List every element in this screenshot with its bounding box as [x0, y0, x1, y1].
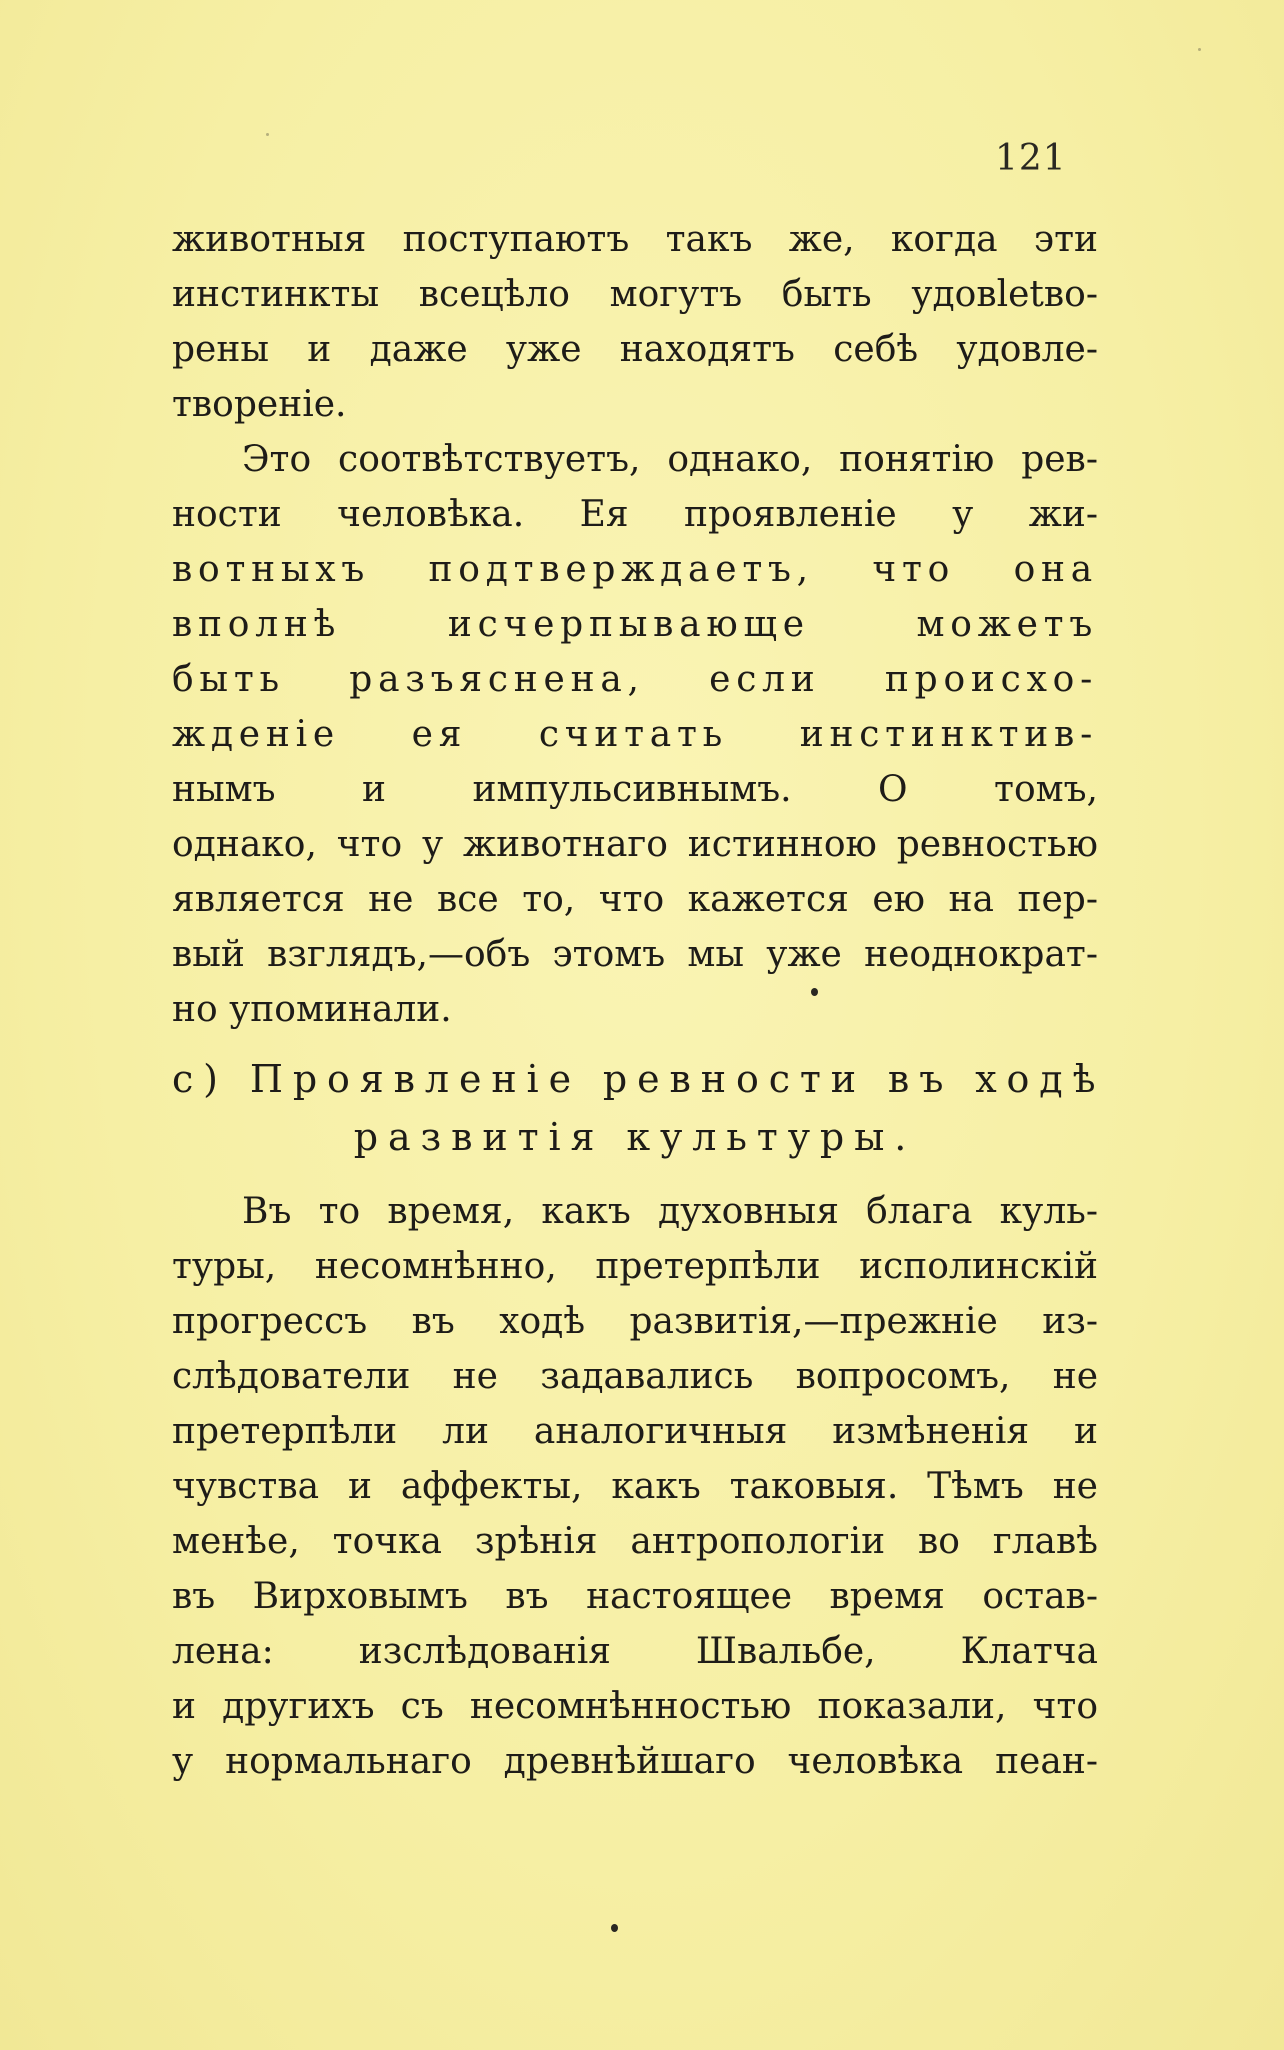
text-line: рены и даже уже находятъ себѣ удовле-	[172, 329, 1098, 370]
text-line: вполнѣ исчерпывающе можетъ	[172, 604, 1098, 645]
text-line: ности человѣка. Ея проявленіе у жи-	[172, 494, 1098, 535]
text-line: быть разъяснена, если происхо-	[172, 659, 1098, 700]
text-line: претерпѣли ли аналогичныя измѣненія и	[172, 1411, 1098, 1452]
paper-speck	[1198, 48, 1201, 51]
text-line: Это соотвѣтствуетъ, однако, понятію рев-	[242, 439, 1098, 480]
text-line: слѣдователи не задавались вопросомъ, не	[172, 1356, 1098, 1397]
paragraph	[172, 1184, 1098, 1789]
text-line: но упоминали.	[172, 989, 452, 1030]
heading-line: развитія культуры.	[353, 1115, 917, 1159]
heading-line: c) Проявленіе ревности въ ходѣ	[172, 1057, 1106, 1101]
paper-speck	[266, 133, 269, 136]
text-block-lower	[172, 1184, 1098, 1789]
text-line: вый взглядъ,—объ этомъ мы уже неоднократ-	[172, 934, 1098, 975]
page-number: 121	[995, 138, 1067, 179]
text-line: и другихъ съ несомнѣнностью показали, что	[172, 1686, 1098, 1727]
text-line: однако, что у животнаго истинною ревностью	[172, 824, 1098, 865]
text-line: у нормальнаго древнѣйшаго человѣка пеан-	[172, 1741, 1098, 1782]
text-line: прогрессъ въ ходѣ развитія,—прежніе из-	[172, 1301, 1098, 1342]
text-block-upper	[172, 212, 1098, 1037]
text-line: лена: изслѣдованія Швальбе, Клатча	[172, 1631, 1098, 1672]
text-line: менѣе, точка зрѣнія антропологіи во главѣ	[172, 1521, 1098, 1562]
text-line: Въ то время, какъ духовныя блага куль-	[242, 1191, 1098, 1232]
ink-dot	[811, 988, 818, 996]
text-line: вотныхъ подтверждаетъ, что она	[172, 549, 1098, 590]
text-line: чувства и аффекты, какъ таковыя. Тѣмъ не	[172, 1466, 1098, 1507]
ink-dot	[611, 1924, 618, 1932]
paragraph	[172, 212, 1098, 432]
text-line: инстинкты всецѣло могутъ быть удовletво-	[172, 274, 1098, 315]
section-heading	[172, 1050, 1106, 1166]
text-line: нымъ и импульсивнымъ. О томъ,	[172, 769, 1098, 810]
text-line: въ Вирховымъ въ настоящее время остав-	[172, 1576, 1098, 1617]
text-line: туры, несомнѣнно, претерпѣли исполинскій	[172, 1246, 1098, 1287]
text-line: жденіе ея считать инстинктив-	[172, 714, 1098, 755]
text-line: животныя поступаютъ такъ же, когда эти	[172, 219, 1098, 260]
text-line: твореніе.	[172, 384, 347, 425]
paragraph	[172, 432, 1098, 1037]
text-line: является не все то, что кажется ею на пер-	[172, 879, 1098, 920]
